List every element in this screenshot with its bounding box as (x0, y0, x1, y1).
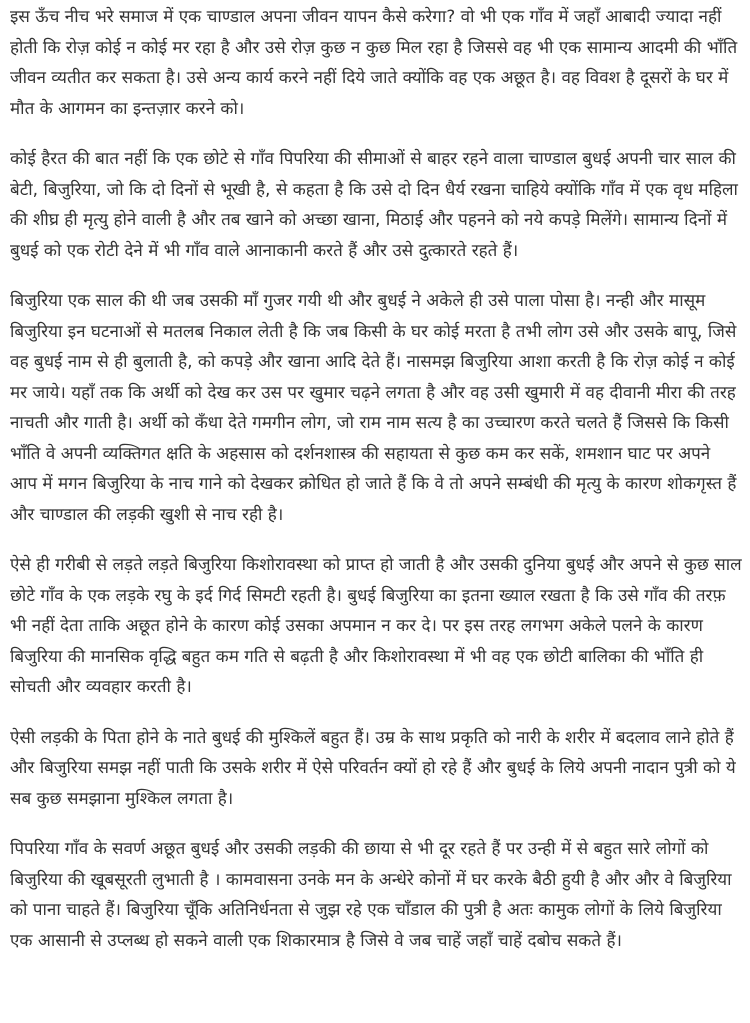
paragraph-2: कोई हैरत की बात नहीं कि एक छोटे से गाँव पिपरिया की सीमाओं से बाहर रहने वाला चाण्डाल बुधई अपनी चार साल की बेटी, बिजुरिया, जो कि दो दिनों से भूखी है, से कहता है कि उसे दो दिन धैर्य रखना चाहिये क्योंकि गाँव में एक वृध महिला की शीघ्र ही मृत्यु होने वाली है और तब खाने को अच्छा खाना, मिठाई और पहनने को नये कपड़े मिलेंगे। सामान्य दिनों में बुधई को एक रोटी देने में भी गाँव वाले आनाकानी करते हैं और उसे दुत्कारते रहते हैं। (10, 149, 738, 261)
paragraph-1: इस ऊँच नीच भरे समाज में एक चाण्डाल अपना जीवन यापन कैसे करेगा? वो भी एक गाँव में जहाँ आबादी ज्यादा नहीं होती कि रोज़ कोई न कोई मर रहा है और उसे रोज़ कुछ न कुछ मिल रहा है जिससे वह भी एक सामान्य आदमी की भाँति जीवन व्यतीत कर सकता है। उसे अन्य कार्य करने नहीं दिये जाते क्योंकि वह एक अछूत है। वह विवश है दूसरों के घर में मौत के आगमन का इन्तज़ार करने को। (10, 7, 738, 119)
paragraph-4: ऐसे ही गरीबी से लड़ते लड़ते बिजुरिया किशोरावस्था को प्राप्त हो जाती है और उसकी दुनिया बुधई और अपने से कुछ साल छोटे गाँव के एक लड़के रघु के इर्द गिर्द सिमटी रहती है। बुधई बिजुरिया का इतना ख्याल रखता है कि उसे गाँव की तरफ़ भी नहीं देता ताकि अछूत होने के कारण कोई उसका अपमान न कर दे। पर इस तरह लगभग अकेले पलने के कारण बिजुरिया की मानसिक वृद्धि बहुत कम गति से बढ़ती है और किशोरावस्था में भी वह एक छोटी बालिका की भाँति ही सोचती और व्यवहार करती है। (10, 555, 742, 697)
paragraph-3: बिजुरिया एक साल की थी जब उसकी माँ गुजर गयी थी और बुधई ने अकेले ही उसे पाला पोसा है। नन्ही और मासूम बिजुरिया इन घटनाओं से मतलब निकाल लेती है कि जब किसी के घर कोई मरता है तभी लोग उसे और उसके बापू, जिसे वह बुधई नाम से ही बुलाती है, को कपड़े और खाना आदि देते हैं। नासमझ बिजुरिया आशा करती है कि रोज़ कोई न कोई मर जाये। यहाँ तक कि अर्थी को देख कर उस पर खुमार चढ़ने लगता है और वह उसी खुमारी में वह दीवानी मीरा की तरह नाचती और गाती है। अर्थी को कँधा देते गमगीन लोग, जो राम नाम सत्य है का उच्चारण करते चलते हैं जिससे कि किसी भाँति वे अपनी व्यक्तिगत क्षति के अहसास को दर्शनशास्त्र की सहायता से कुछ कम कर सकें, शमशान घाट पर अपने आप में मगन बिजुरिया के नाच गाने को देखकर क्रोधित हो जाते हैं कि वे तो अपने सम्बंधी की मृत्यु के कारण शोकगृस्त हैं और चाण्डाल की लड़की खुशी से नाच रही है। (10, 291, 737, 525)
paragraph-5: ऐसी लड़की के पिता होने के नाते बुधई की मुश्किलें बहुत हैं। उम्र के साथ प्रकृति को नारी के शरीर में बदलाव लाने होते हैं और बिजुरिया समझ नहीं पाती कि उसके शरीर में ऐसे परिवर्तन क्यों हो रहे हैं और बुधई के लिये अपनी नादान पुत्री को ये सब कुछ समझाना मुश्किल लगता है। (10, 727, 736, 809)
paragraph-6: पिपरिया गाँव के सवर्ण अछूत बुधई और उसकी लड़की की छाया से भी दूर रहते हैं पर उन्ही में से बहुत सारे लोगों को बिजुरिया की खूबसूरती लुभाती है । कामवासना उनके मन के अन्धेरे कोनों में घर करके बैठी हुयी है और और वे बिजुरिया को पाना चाहते हैं। बिजुरिया चूँकि अतिनिर्धनता से जुझ रहे एक चाँडाल की पुत्री है अतः कामुक लोगों के लिये बिजुरिया एक आसानी से उप्लब्ध हो सकने वाली एक शिकारमात्र है जिसे वे जब चाहें जहाँ चाहें दबोच सकते हैं। (10, 839, 732, 951)
